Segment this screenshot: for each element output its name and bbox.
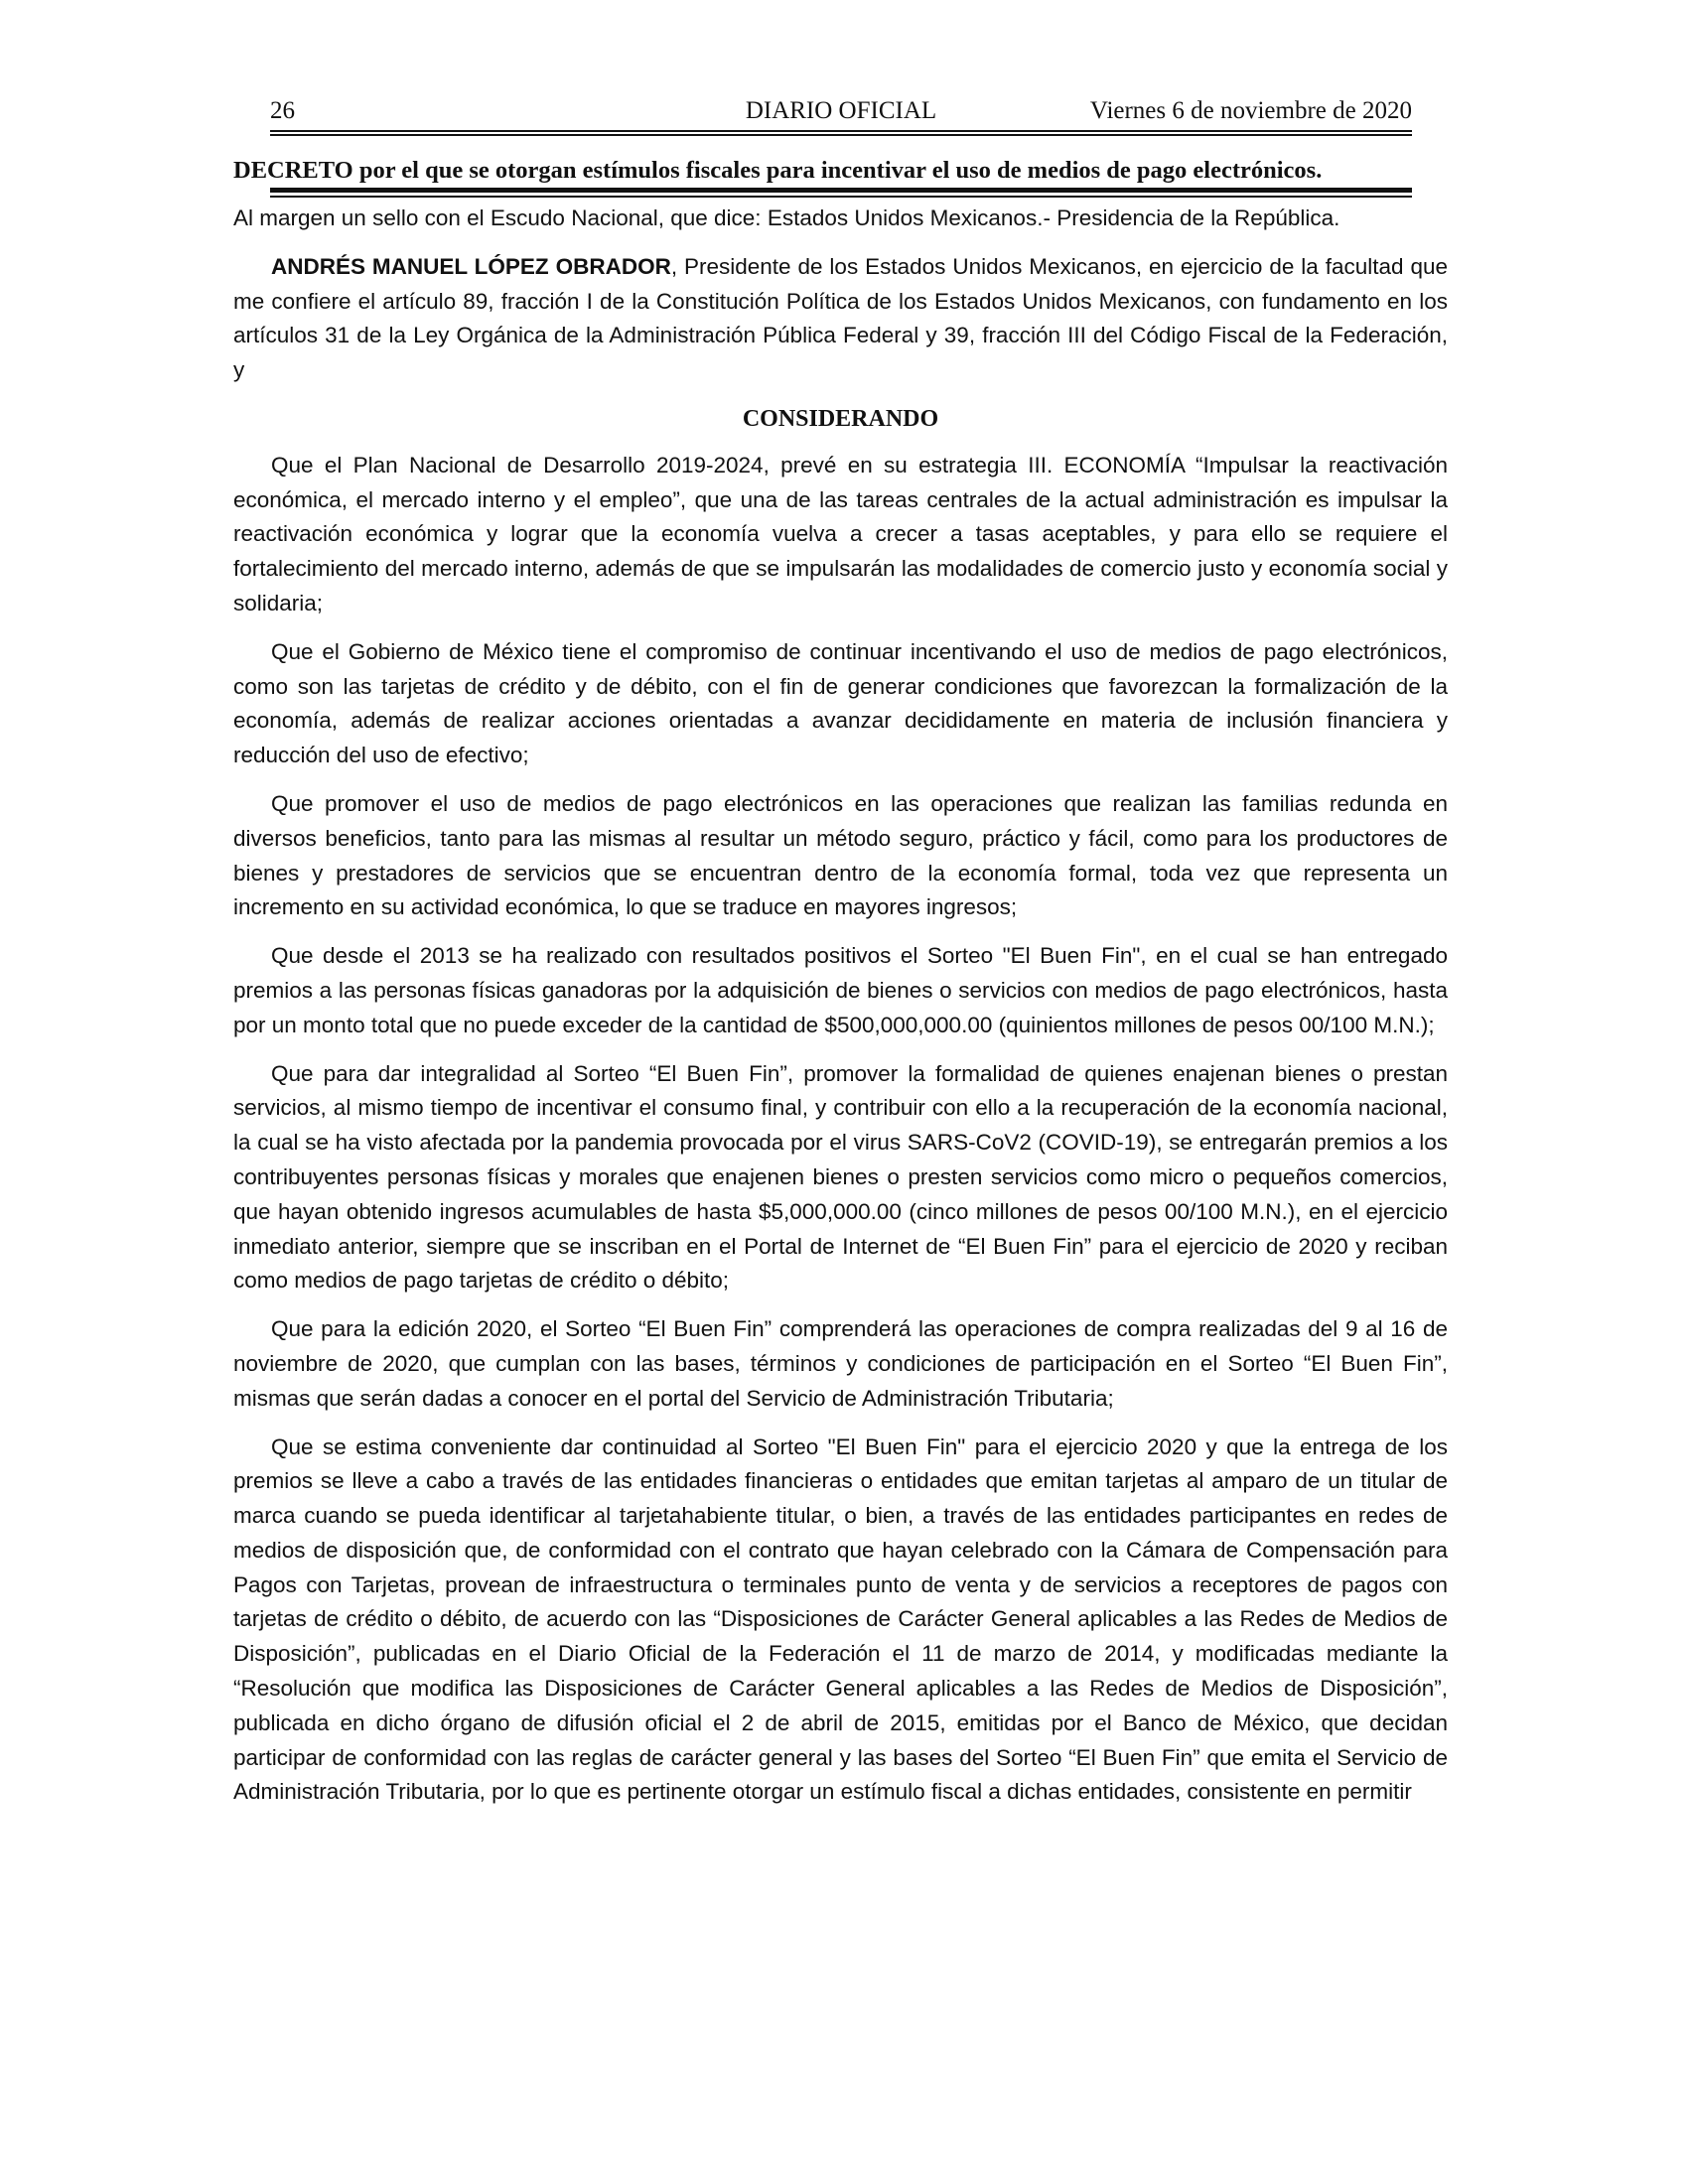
publication-date: Viernes 6 de noviembre de 2020 <box>1089 97 1412 124</box>
section-heading: CONSIDERANDO <box>742 405 939 432</box>
preamble-paragraph <box>233 250 1448 388</box>
page-number: 26 <box>270 97 295 124</box>
president-name: ANDRÉS MANUEL LÓPEZ OBRADOR <box>271 253 671 279</box>
considerando-paragraph: Que promover el uso de medios de pago electrónicos en las operaciones que realizan las familias redunda en diversos beneficios, tanto para las mismas al resultar un método seguro, práctico y fácil, como para los productores de bienes y prestadores de servicios que se encuentran dentro de la economía formal, toda vez que representa un incremento en su actividad económica, lo que se traduce en mayores ingresos; <box>233 790 1448 920</box>
page-header <box>270 93 1412 133</box>
document-body <box>233 202 1448 1824</box>
considerando-paragraph: Que para dar integralidad al Sorteo “El Buen Fin”, promover la formalidad de quienes enajenan bienes o prestan servicios, al mismo tiempo de incentivar el consumo final, y contribuir con ello a la recuperación de la economía nacional, la cual se ha visto afectada por la pandemia provocada por el virus SARS-CoV2 (COVID-19), se entregarán premios a los contribuyentes personas físicas y morales que enajenen bienes o presten servicios como micro o pequeños comercios, que hayan obtenido ingresos acumulables de hasta $5,000,000.00 (cinco millones de pesos 00/100 M.N.), en el ejercicio inmediato anterior, siempre que se inscriban en el Portal de Internet de “El Buen Fin” para el ejercicio de 2020 y reciban como medios de pago tarjetas de crédito o débito; <box>233 1060 1448 1294</box>
header-rule-thin <box>270 130 1412 132</box>
header-rule-thin-2 <box>270 134 1412 136</box>
preamble-text: , Presidente de los Estados Unidos Mexicanos, en ejercicio de la facultad que me confiere el artículo 89, fracción I de la Constitución Política de los Estados Unidos Mexicanos, con fundamento en los artículos 31 de la Ley Orgánica de la Administración Pública Federal y 39, fracción III del Código Fiscal de la Federación, y <box>233 253 1448 383</box>
considerando-paragraph: Que desde el 2013 se ha realizado con resultados positivos el Sorteo "El Buen Fin", en el cual se han entregado premios a las personas físicas ganadoras por la adquisición de bienes o servicios con medios de pago electrónicos, hasta por un monto total que no puede exceder de la cantidad de $500,000,000.00 (quinientos millones de pesos 00/100 M.N.); <box>233 943 1448 1037</box>
decree-title: DECRETO por el que se otorgan estímulos fiscales para incentivar el uso de medios de pago electrónicos. <box>233 157 1323 184</box>
publication-name: DIARIO OFICIAL <box>745 97 937 124</box>
considerando-paragraph: Que el Gobierno de México tiene el compromiso de continuar incentivando el uso de medios de pago electrónicos, como son las tarjetas de crédito y de débito, con el fin de generar condiciones que favorezcan la formalización de la economía, además de realizar acciones orientadas a avanzar decididamente en materia de inclusión financiera y reducción del uso de efectivo; <box>233 638 1448 768</box>
considerando-paragraph: Que el Plan Nacional de Desarrollo 2019-2024, prevé en su estrategia III. ECONOMÍA “Impulsar la reactivación económica, el mercado interno y el empleo”, que una de las tareas centrales de la actual administración es impulsar la reactivación económica y lograr que la economía vuelva a crecer a tasas aceptables, y para ello se requiere el fortalecimiento del mercado interno, además de que se impulsarán las modalidades de comercio justo y economía social y solidaria; <box>233 452 1448 615</box>
seal-note: Al margen un sello con el Escudo Nacional, que dice: Estados Unidos Mexicanos.- Presidencia de la República. <box>233 205 1340 230</box>
considerando-paragraph: Que para la edición 2020, el Sorteo “El Buen Fin” comprenderá las operaciones de compra realizadas del 9 al 16 de noviembre de 2020, que cumplan con las bases, términos y condiciones de participación en el Sorteo “El Buen Fin”, mismas que serán dadas a conocer en el portal del Servicio de Administración Tributaria; <box>233 1316 1448 1411</box>
title-rule-thick <box>270 188 1412 193</box>
title-rule-thin <box>270 196 1412 198</box>
considerando-paragraph: Que se estima conveniente dar continuidad al Sorteo "El Buen Fin" para el ejercicio 2020 y que la entrega de los premios se lleve a cabo a través de las entidades financieras o entidades que emitan tarjetas al amparo de un titular de marca cuando se pueda identificar al tarjetahabiente titular, o bien, a través de las entidades participantes en redes de medios de disposición que, de conformidad con el contrato que hayan celebrado con la Cámara de Compensación para Pagos con Tarjetas, provean de infraestructura o terminales punto de venta y de servicios a receptores de pagos con tarjetas de crédito o débito, de acuerdo con las “Disposiciones de Carácter General aplicables a las Redes de Medios de Disposición”, publicadas en el Diario Oficial de la Federación el 11 de marzo de 2014, y modificadas mediante la “Resolución que modifica las Disposiciones de Carácter General aplicables a las Redes de Medios de Disposición”, publicada en dicho órgano de difusión oficial el 2 de abril de 2015, emitidas por el Banco de México, que decidan participar de conformidad con las reglas de carácter general y las bases del Sorteo “El Buen Fin” que emita el Servicio de Administración Tributaria, por lo que es pertinente otorgar un estímulo fiscal a dichas entidades, consistente en permitir <box>233 1433 1448 1805</box>
